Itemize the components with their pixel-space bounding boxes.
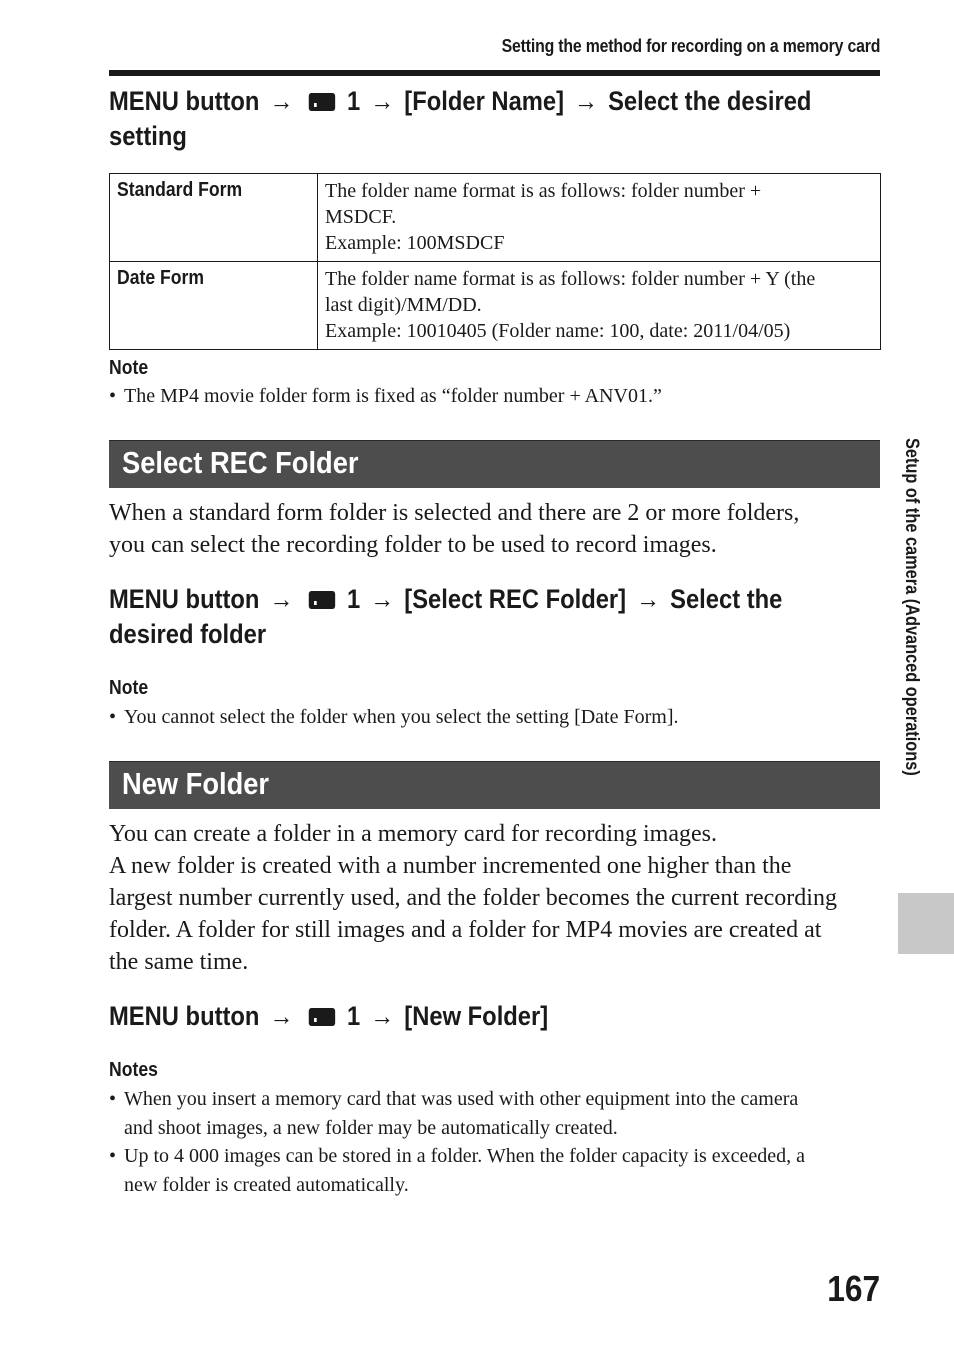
menu-item: [Folder Name] <box>404 86 565 116</box>
note-heading: Note <box>109 357 149 379</box>
folder-name-settings-table <box>109 173 881 350</box>
setting-name: Standard Form <box>110 174 318 262</box>
menu-tab-number: 1 <box>347 1001 361 1031</box>
menu-path-folder-name <box>109 84 812 154</box>
setting-description: The folder name format is as follows: folder number + MSDCF. Example: 100MSDCF <box>318 174 881 262</box>
chapter-tab-marker <box>898 893 954 954</box>
menu-tab-number: 1 <box>347 584 361 614</box>
menu-action: Select the desired <box>608 86 812 116</box>
setting-description: The folder name format is as follows: folder number + Y (the last digit)/MM/DD. Example: 10010405 (Folder name: 100, date: 2011/04/05) <box>318 262 881 350</box>
arrow-icon: → <box>269 1001 294 1031</box>
arrow-icon: → <box>574 86 598 116</box>
arrow-icon: → <box>370 1001 395 1031</box>
menu-path-select-rec-folder <box>109 582 787 652</box>
page-number: 167 <box>827 1268 880 1309</box>
menu-action: Select the <box>670 584 783 614</box>
arrow-icon: → <box>370 584 395 614</box>
table-row <box>110 262 881 350</box>
menu-button-label: MENU button <box>109 1001 260 1031</box>
menu-item: [Select REC Folder] <box>404 584 627 614</box>
section-header-new-folder <box>109 761 880 809</box>
menu-action-continued: desired folder <box>109 619 267 649</box>
arrow-icon: → <box>269 584 294 614</box>
select-rec-folder-description: When a standard form folder is selected and there are 2 or more folders, you can select the recording folder to be used to record images. <box>109 500 800 558</box>
memory-card-icon <box>309 1008 335 1026</box>
table-row <box>110 174 881 262</box>
header-rule <box>109 70 880 76</box>
arrow-icon: → <box>636 584 660 614</box>
menu-path-new-folder <box>109 999 787 1034</box>
note-item: • Up to 4 000 images can be stored in a folder. When the folder capacity is exceeded, a new folder is created automatically. <box>109 1142 880 1200</box>
section-title: New Folder <box>122 766 270 801</box>
menu-item: [New Folder] <box>404 1001 549 1031</box>
chapter-side-title: Setup of the camera (Advanced operations) <box>901 438 922 776</box>
menu-action-continued: setting <box>109 121 187 151</box>
running-head: Setting the method for recording on a memory card <box>501 36 880 56</box>
section-header-select-rec-folder <box>109 440 880 488</box>
section-title: Select REC Folder <box>122 445 359 480</box>
arrow-icon: → <box>269 86 294 116</box>
menu-button-label: MENU button <box>109 584 260 614</box>
notes-heading: Notes <box>109 1059 158 1081</box>
note-item: • When you insert a memory card that was used with other equipment into the camera and shoot images, a new folder may be automatically created. <box>109 1085 880 1143</box>
memory-card-icon <box>309 93 335 111</box>
setting-name: Date Form <box>110 262 318 350</box>
memory-card-icon <box>309 591 335 609</box>
note-item: • You cannot select the folder when you select the setting [Date Form]. <box>109 703 880 732</box>
menu-button-label: MENU button <box>109 86 260 116</box>
note-heading: Note <box>109 677 149 699</box>
new-folder-description: You can create a folder in a memory card for recording images. A new folder is created with a number incremented one higher than the largest number currently used, and the folder becomes the current recording folder. A folder for still images and a folder for MP4 movies are created at the same time. <box>109 821 837 975</box>
arrow-icon: → <box>370 86 395 116</box>
note-item: • The MP4 movie folder form is fixed as “folder number + ANV01.” <box>109 382 880 411</box>
menu-tab-number: 1 <box>347 86 361 116</box>
